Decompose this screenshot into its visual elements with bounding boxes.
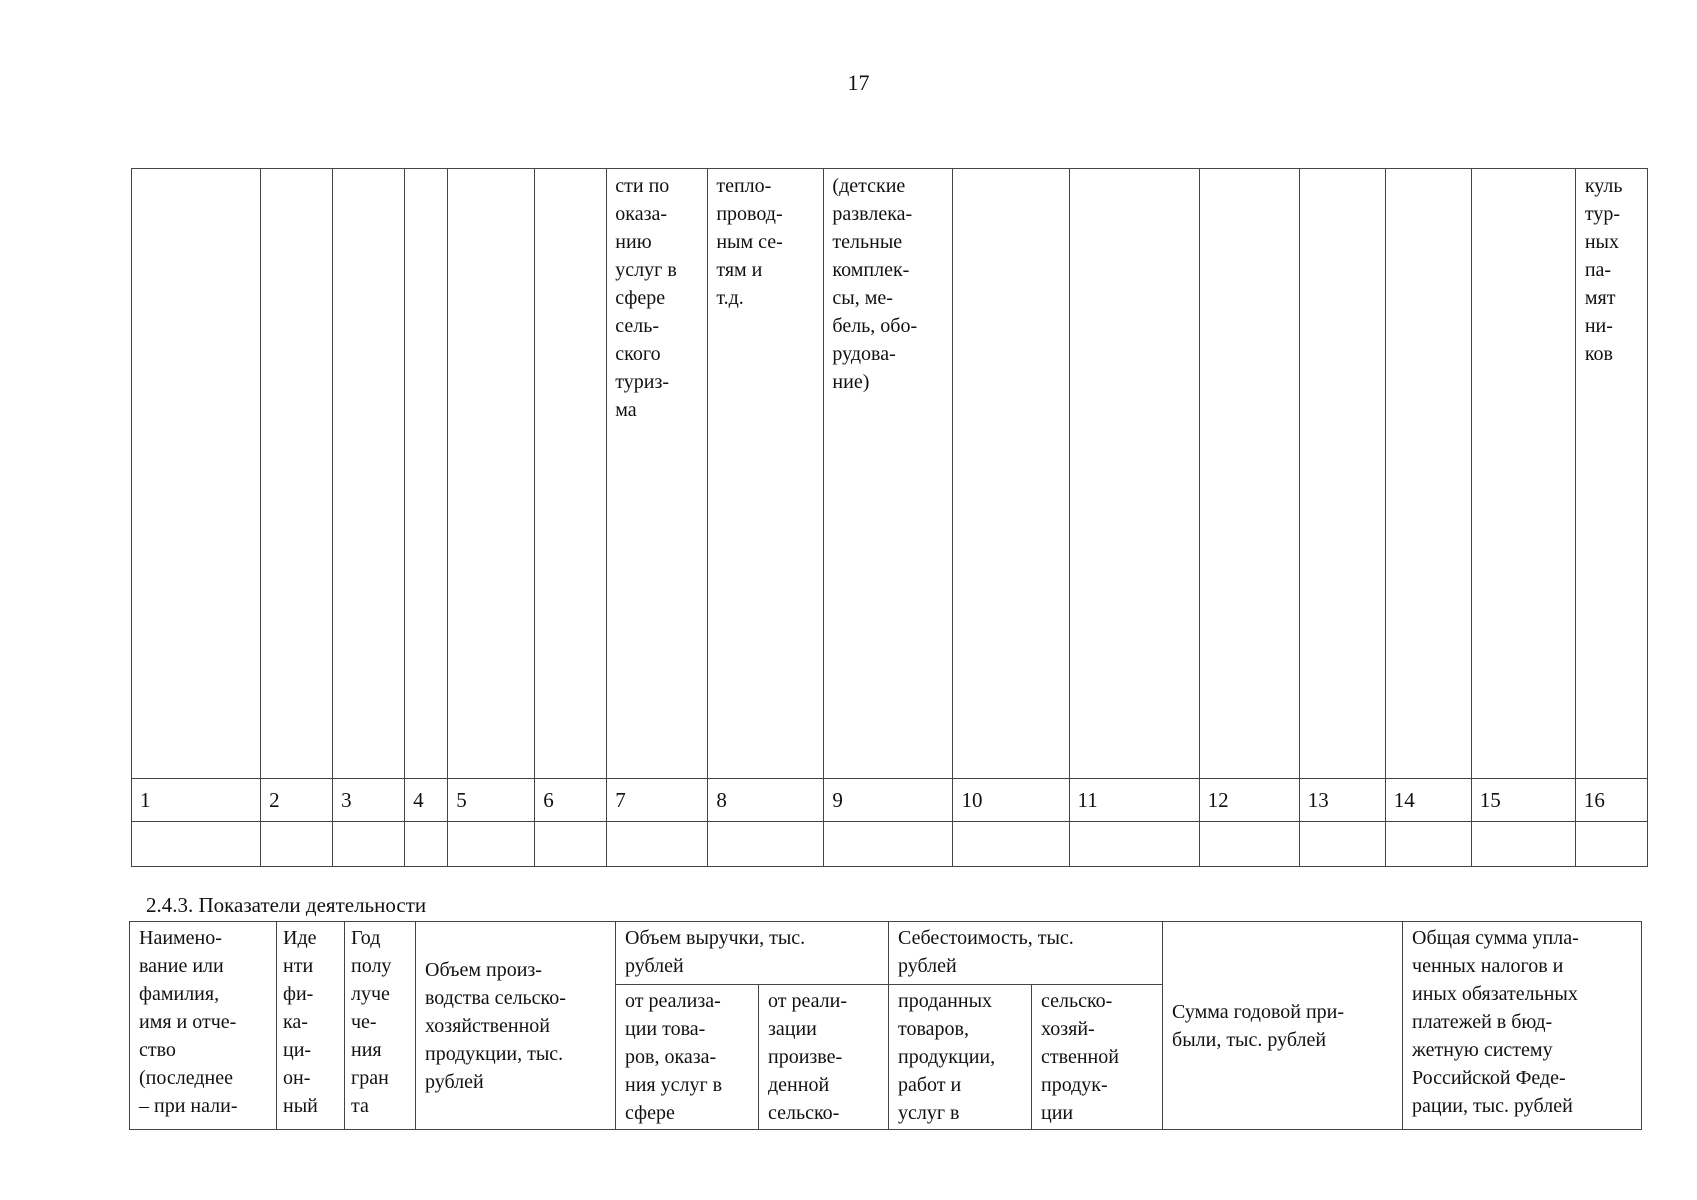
page-number: 17	[847, 70, 870, 95]
column-number: 3	[333, 779, 405, 822]
table-cell[interactable]	[1299, 822, 1385, 867]
header-cell	[333, 169, 405, 779]
column-number: 1	[132, 779, 261, 822]
header-cell	[535, 169, 607, 779]
section-title: 2.4.3. Показатели деятельности	[146, 893, 427, 917]
column-number: 8	[708, 779, 824, 822]
header-cell	[405, 169, 448, 779]
header-cell	[1385, 169, 1471, 779]
header-production-volume: Объем произ- водства сельско- хозяйственной продукции, тыс. рублей	[416, 922, 616, 1130]
header-identifier: Иде нти фи- ка- ци- он- ный	[277, 922, 345, 1130]
header-cell-col8: тепло- провод- ным се- тям и т.д.	[708, 169, 824, 779]
column-number: 9	[824, 779, 953, 822]
column-number: 4	[405, 779, 448, 822]
header-revenue-goods: от реализа- ции това- ров, оказа- ния услуг в сфере	[616, 985, 759, 1130]
table-cell[interactable]	[824, 822, 953, 867]
table-cell[interactable]	[1069, 822, 1199, 867]
column-number: 12	[1199, 779, 1299, 822]
table-cell[interactable]	[405, 822, 448, 867]
header-cell	[1299, 169, 1385, 779]
table-cell[interactable]	[708, 822, 824, 867]
header-annual-profit: Сумма годовой при- были, тыс. рублей	[1163, 922, 1403, 1130]
table-cell[interactable]	[1199, 822, 1299, 867]
column-number: 15	[1471, 779, 1575, 822]
table-cell[interactable]	[333, 822, 405, 867]
header-cell-col16: куль тур- ных па- мят ни- ков	[1575, 169, 1647, 779]
header-cell	[132, 169, 261, 779]
header-revenue-produce: от реали- зации произве- денной сельско-	[759, 985, 889, 1130]
continued-table	[131, 168, 1648, 867]
header-cell	[953, 169, 1069, 779]
table-cell[interactable]	[132, 822, 261, 867]
header-cell	[448, 169, 535, 779]
column-number: 16	[1575, 779, 1647, 822]
table-row-empty	[132, 822, 1648, 867]
table-cell[interactable]	[535, 822, 607, 867]
table-cell[interactable]	[1385, 822, 1471, 867]
indicators-header-row-1	[130, 922, 1642, 985]
table-cell[interactable]	[448, 822, 535, 867]
header-cost-group: Себестоимость, тыс. рублей	[889, 922, 1163, 985]
header-grant-year: Год полу луче че- ния гран та	[345, 922, 416, 1130]
header-taxes-paid: Общая сумма упла- ченных налогов и иных обязательных платежей в бюд- жетную систему Российской Феде- рации, тыс. рублей	[1403, 922, 1642, 1130]
header-cost-goods: проданных товаров, продукции, работ и услуг в	[889, 985, 1032, 1130]
header-cell	[1069, 169, 1199, 779]
header-revenue-group: Объем выручки, тыс. рублей	[616, 922, 889, 985]
header-cell-col7: сти по оказа- нию услуг в сфере сель- ского туриз- ма	[607, 169, 708, 779]
column-number: 10	[953, 779, 1069, 822]
column-number: 2	[261, 779, 333, 822]
header-cost-produce: сельско- хозяй- ственной продук- ции	[1032, 985, 1163, 1130]
header-cell-col9: (детские развлека- тельные комплек- сы, ме- бель, обо- рудова- ние)	[824, 169, 953, 779]
header-cell	[1199, 169, 1299, 779]
column-number: 6	[535, 779, 607, 822]
header-cell	[261, 169, 333, 779]
table-cell[interactable]	[607, 822, 708, 867]
column-number-row	[132, 779, 1648, 822]
table-header-row	[132, 169, 1648, 779]
header-name: Наимено- вание или фамилия, имя и отче- ство (последнее – при нали-	[130, 922, 277, 1130]
indicators-table	[129, 921, 1642, 1130]
column-number: 5	[448, 779, 535, 822]
column-number: 14	[1385, 779, 1471, 822]
table-cell[interactable]	[953, 822, 1069, 867]
column-number: 11	[1069, 779, 1199, 822]
header-cell	[1471, 169, 1575, 779]
column-number: 7	[607, 779, 708, 822]
table-cell[interactable]	[1471, 822, 1575, 867]
column-number: 13	[1299, 779, 1385, 822]
table-cell[interactable]	[1575, 822, 1647, 867]
table-cell[interactable]	[261, 822, 333, 867]
